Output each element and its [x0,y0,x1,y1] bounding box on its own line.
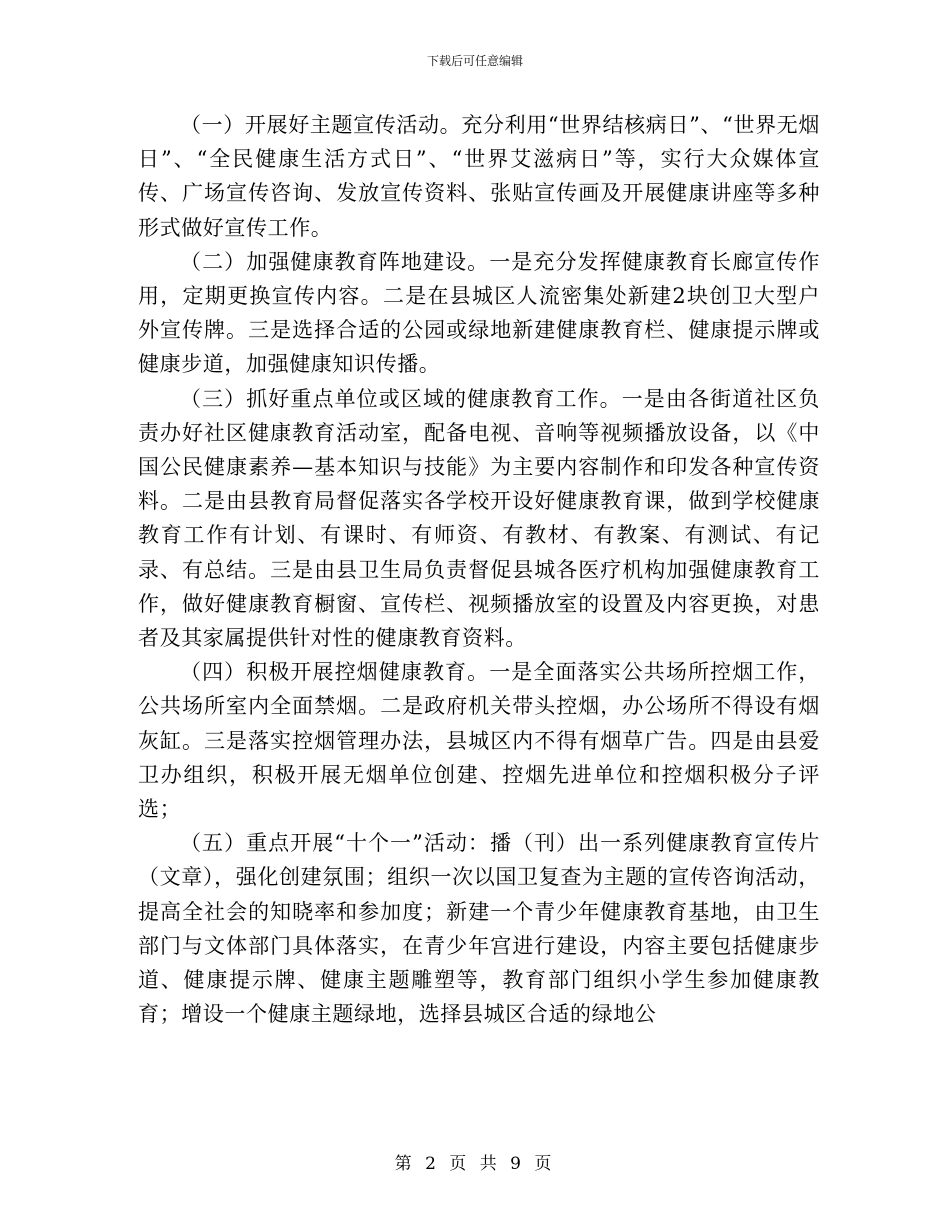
paragraph-2: （二）加强健康教育阵地建设。一是充分发挥健康教育长廊宣传作用，定期更换宣传内容。二是在县城区人流密集处新建2块创卫大型户外宣传牌。三是选择合适的公园或绿地新建健康教育栏、健康提示牌或健康步道，加强健康知识传播。 [138,249,820,377]
paragraph-4: （四）积极开展控烟健康教育。一是全面落实公共场所控烟工作，公共场所室内全面禁烟。二是政府机关带头控烟，办公场所不得设有烟灰缸。三是落实控烟管理办法，县城区内不得有烟草广告。四是由县爱卫办组织，积极开展无烟单位创建、控烟先进单位和控烟积极分子评选； [138,660,820,822]
paragraph-3: （三）抓好重点单位或区域的健康教育工作。一是由各街道社区负责办好社区健康教育活动室，配备电视、音响等视频播放设备，以《中国公民健康素养—基本知识与技能》为主要内容制作和印发各种宣传资料。二是由县教育局督促落实各学校开设好健康教育课，做到学校健康教育工作有计划、有课时、有师资、有教材、有教案、有测试、有记录、有总结。三是由县卫生局负责督促县城各医疗机构加强健康教育工作，做好健康教育橱窗、宣传栏、视频播放室的设置及内容更换，对患者及其家属提供针对性的健康教育资料。 [138,386,820,651]
document-body [138,108,820,1031]
page-number: 第 2 页 共 9 页 [394,1154,556,1174]
page-header: 下载后可任意编辑 [426,54,523,68]
paragraph-1: （一）开展好主题宣传活动。充分利用“世界结核病日”、“世界无烟日”、“全民健康生活方式日”、“世界艾滋病日”等，实行大众媒体宣传、广场宣传咨询、发放宣传资料、张贴宣传画及开展健康讲座等多种形式做好宣传工作。 [138,113,820,240]
paragraph-5: （五）重点开展“十个一”活动：播（刊）出一系列健康教育宣传片（文章），强化创建氛围；组织一次以国卫复查为主题的宣传咨询活动，提高全社会的知晓率和参加度；新建一个青少年健康教育基地，由卫生部门与文体部门具体落实，在青少年宫进行建设，内容主要包括健康步道、健康提示牌、健康主题雕塑等，教育部门组织小学生参加健康教育；增设一个健康主题绿地，选择县城区合适的绿地公 [138,831,820,1027]
